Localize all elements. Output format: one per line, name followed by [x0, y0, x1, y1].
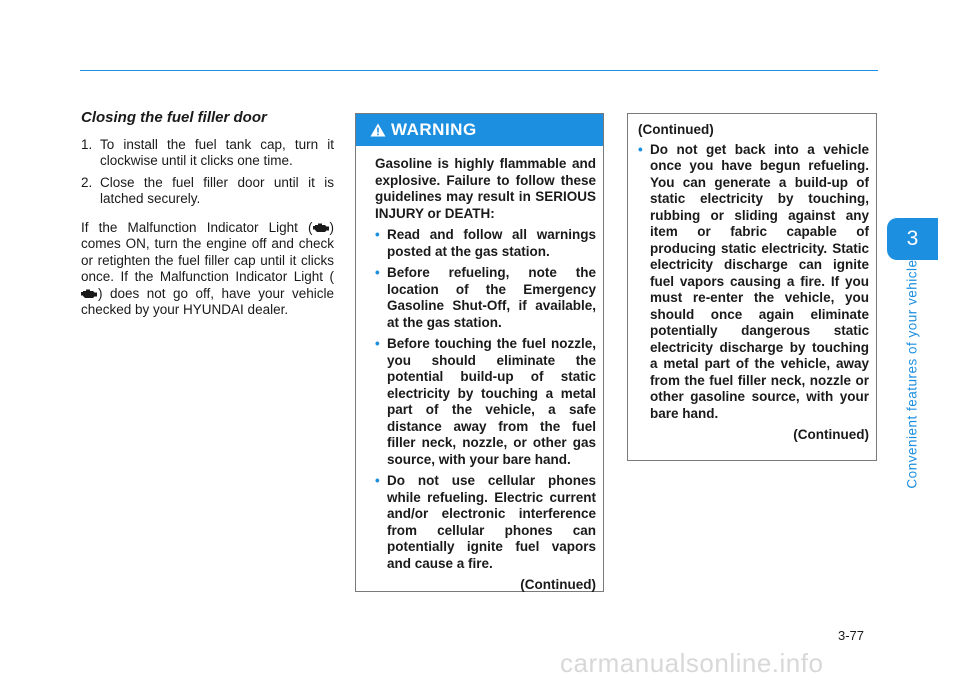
section-title: Convenient features of your vehicle: [904, 259, 920, 489]
bullet-icon: •: [375, 227, 380, 242]
continued-label: (Continued): [520, 577, 596, 592]
steps-list: [81, 137, 334, 208]
instructions-column: [81, 110, 334, 319]
paragraph-text: ) does not go off, have your vehicle checked by your HYUNDAI dealer.: [81, 285, 334, 317]
bullet-text: Before touching the fuel nozzle, you should eliminate the potential build-up of static electricity by touching a metal part of the vehicle, a safe distance away from the fuel filler neck, nozzle, or other gas source, with your bare hand.: [387, 336, 596, 467]
paragraph-text: If the Malfunction Indicator Light (: [81, 219, 313, 235]
continuation-bullets: [638, 142, 869, 423]
engine-check-icon: [81, 288, 98, 299]
bullet-text: Read and follow all warnings posted at the gas station.: [387, 227, 596, 259]
warning-box: [355, 113, 604, 592]
list-item: [375, 265, 596, 331]
warning-bullets: [375, 227, 596, 572]
step-text: To install the fuel tank cap, turn it clockwise until it clicks one time.: [100, 136, 334, 168]
warning-intro: Gasoline is highly flammable and explosive. Failure to follow these guidelines may result in SERIOUS INJURY or DEATH:: [375, 156, 596, 221]
step-number: 2.: [81, 174, 93, 190]
warning-triangle-icon: [370, 123, 386, 137]
continuation-body: [628, 114, 876, 444]
bullet-icon: •: [375, 265, 380, 280]
step-text: Close the fuel filler door until it is latched securely.: [100, 174, 334, 206]
bullet-text: Do not get back into a vehicle once you have begun refueling. You can generate a build-up of static electricity by touching, rubbing or sliding against any item or fabric capable of producing static electricity. Static electricity discharge can ignite fuel vapors causing a fire. If you must re-enter the vehicle, you should once again eliminate potentially dangerous static electricity discharge by touching a metal part of the vehicle, away from the fuel filler neck, nozzle or other gasoline source, with your bare hand.: [650, 141, 869, 421]
section-heading: Closing the fuel filler door: [81, 109, 267, 126]
list-item: [81, 175, 334, 208]
warning-title: WARNING: [391, 120, 477, 139]
page-number: 3-77: [838, 628, 865, 643]
bullet-icon: •: [375, 473, 380, 488]
bullet-icon: •: [638, 141, 643, 157]
malfunction-paragraph: [81, 220, 334, 319]
section-tab: [887, 218, 938, 260]
list-item: [375, 473, 596, 572]
warning-header: [356, 114, 603, 146]
list-item: [638, 142, 869, 423]
engine-check-icon: [313, 222, 330, 233]
warning-body: [356, 146, 603, 594]
bullet-text: Before refueling, note the location of the Emergency Gasoline Shut-Off, if available, at the gas station.: [387, 265, 596, 330]
section-number: 3: [906, 227, 919, 250]
footer-watermark: carmanualsonline.info: [560, 648, 824, 678]
top-divider: [80, 70, 878, 71]
continuation-box: [627, 113, 877, 461]
bullet-icon: •: [375, 336, 380, 351]
continued-label: (Continued): [793, 427, 869, 442]
list-item: [375, 336, 596, 468]
bullet-text: Do not use cellular phones while refueling. Electric current and/or electronic interference from cellular phones can potentially ignite fuel vapors and cause a fire.: [387, 473, 596, 571]
step-number: 1.: [81, 136, 93, 152]
paragraph-text: ) comes ON, turn the engine off and check or retighten the fuel filler cap until it clicks once. If the Malfunction Indicator Light (: [81, 219, 334, 284]
list-item: [81, 137, 334, 170]
continued-lead: (Continued): [638, 122, 714, 137]
list-item: [375, 227, 596, 260]
